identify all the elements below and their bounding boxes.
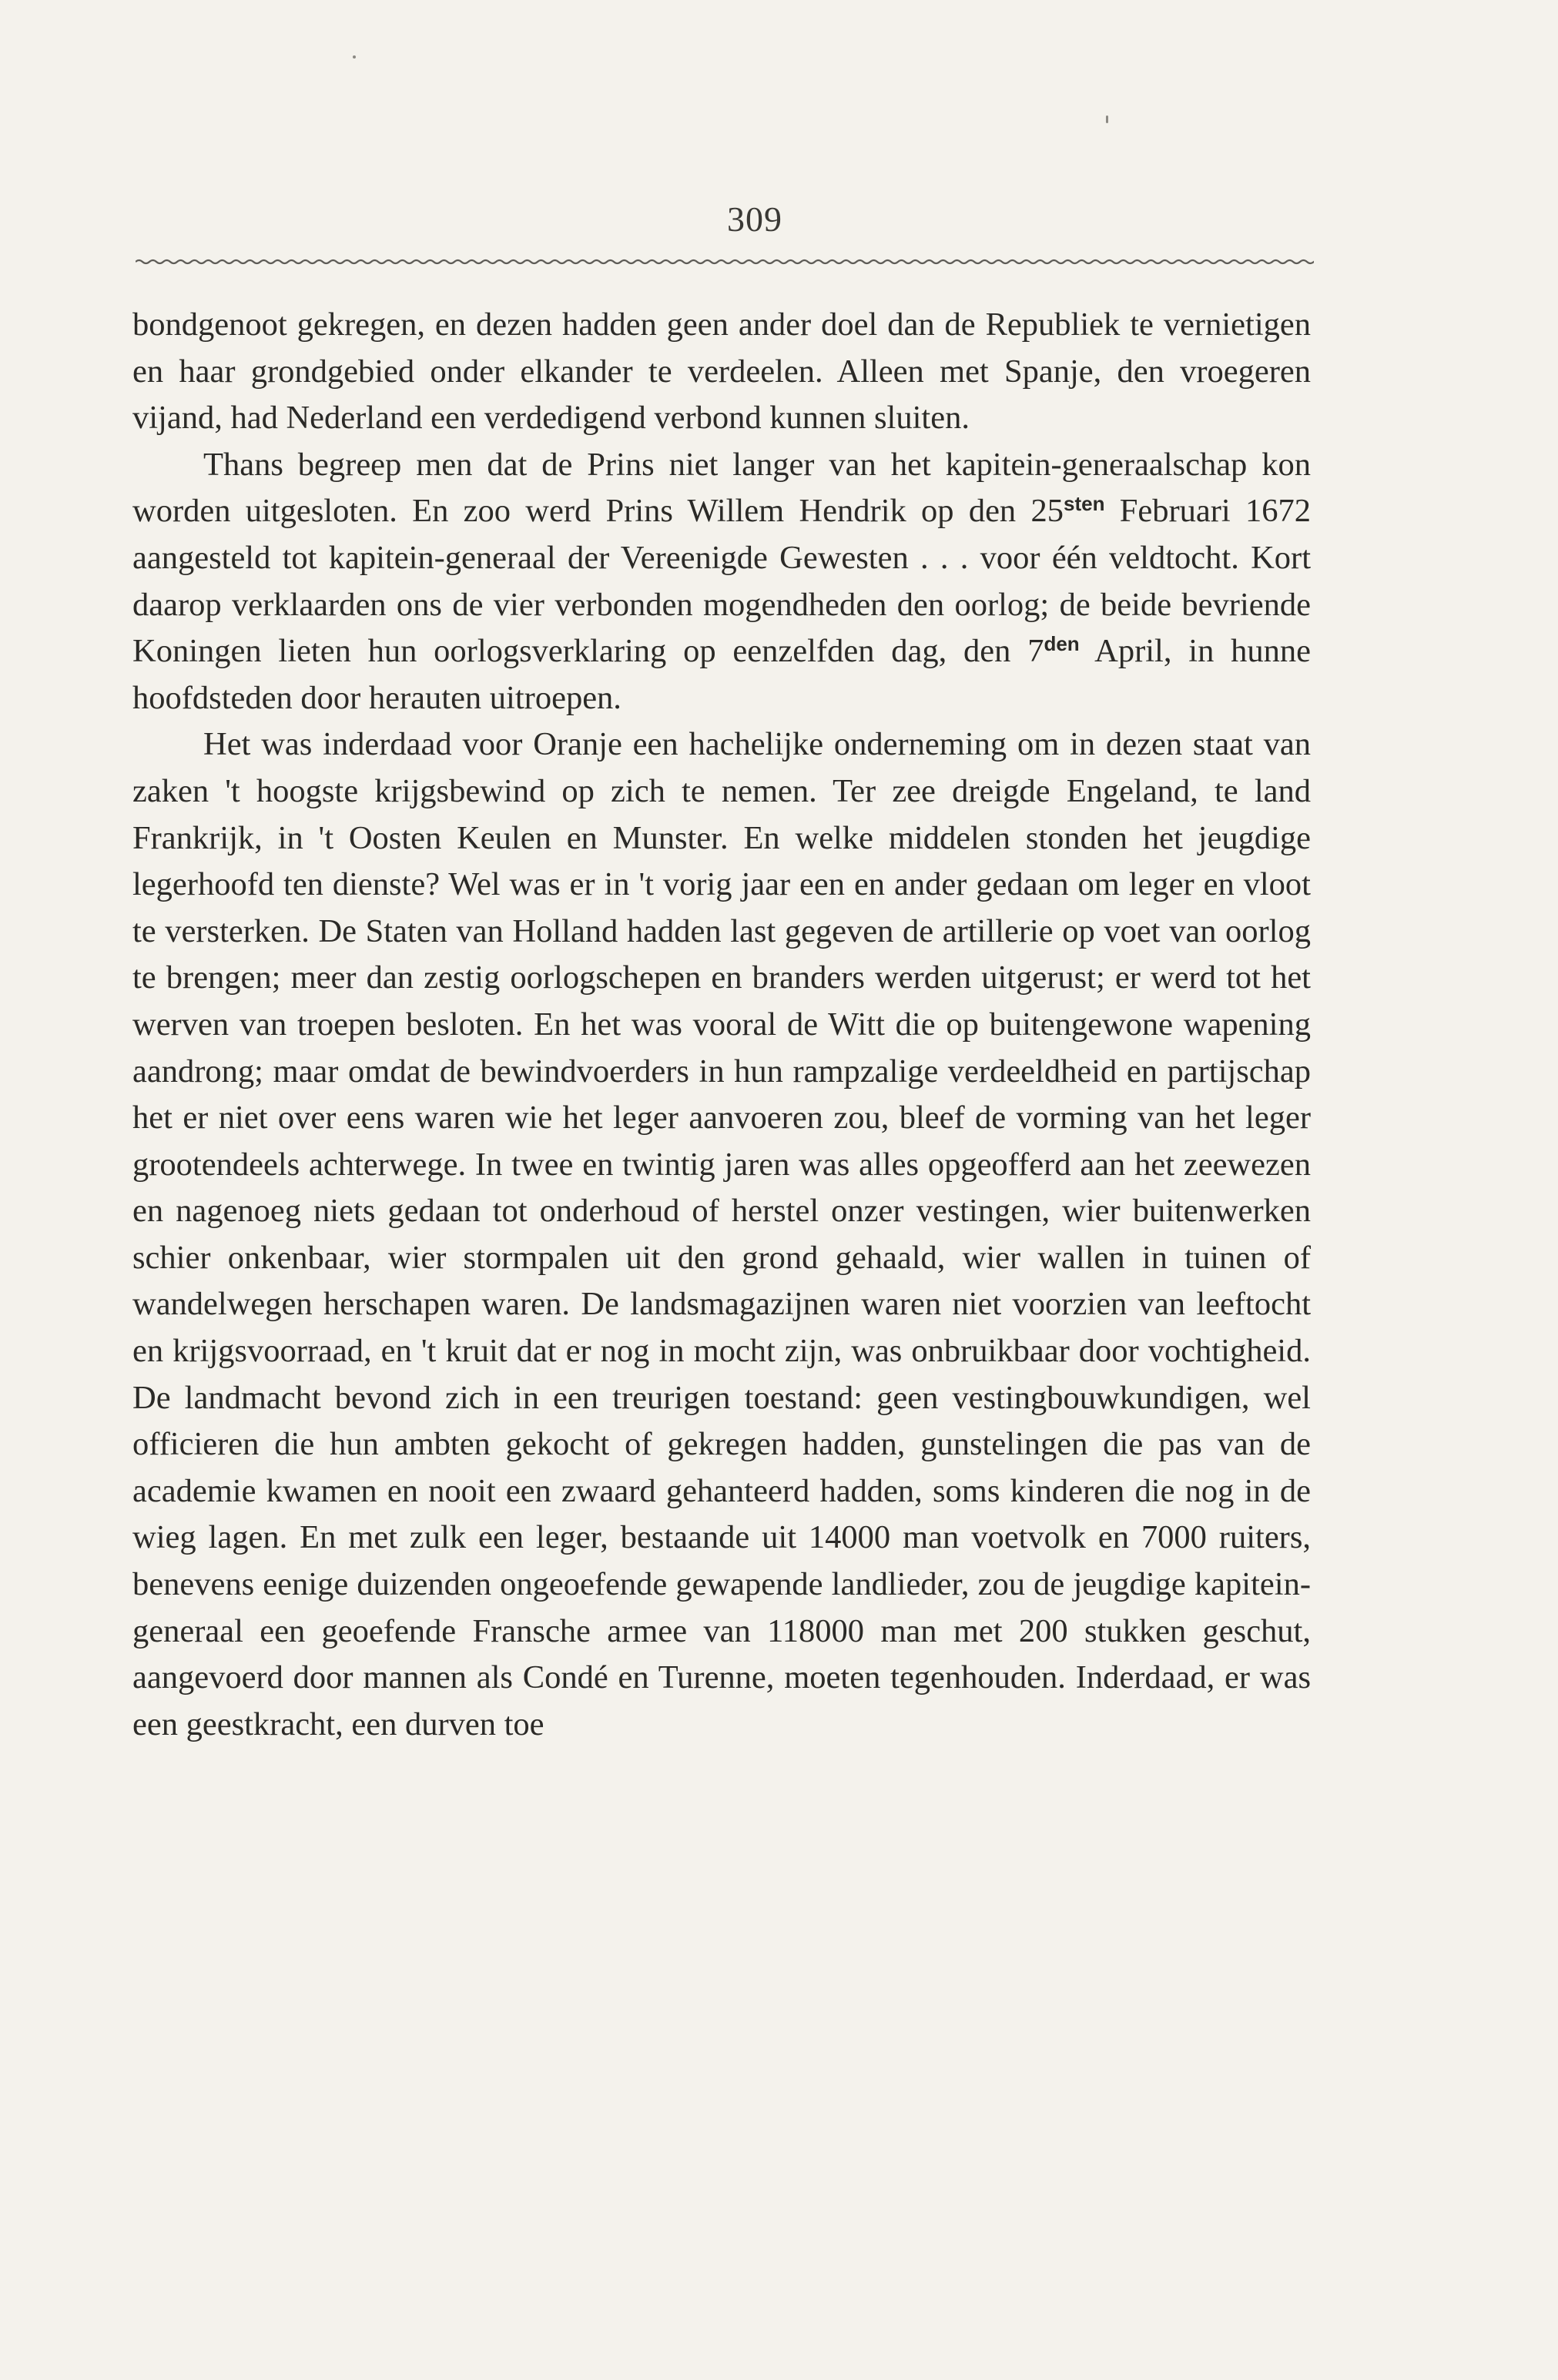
ink-speck [353,55,356,59]
paragraph-2 [132,442,1311,722]
wavy-rule-divider [136,254,1314,269]
paragraph-2-part-1: Thans begreep men dat de Prins niet langer van het kapitein-generaalschap kon worden uitgesloten. En zoo werd Prins Willem Hendrik op den 25 [132,446,1311,530]
paragraph-2-part-3: April, in hunne hoofdsteden door herauten uitroepen. [132,633,1311,716]
ordinal-suffix-sten: sten [1063,492,1105,516]
paragraph-2-part-2: Februari 1672 aangesteld tot kapitein-generaal der Vereenigde Gewesten . . . voor één veldtocht. Kort daarop verklaarden ons de vier verbonden mogendheden den oorlog; de beide bevriende Koningen lieten hun oorlogsverklaring op eenzelfden dag, den 7 [132,493,1312,670]
ordinal-suffix-den: den [1044,632,1080,656]
body-text [132,302,1311,1748]
paragraph-1: bondgenoot gekregen, en dezen hadden geen ander doel dan de Republiek te vernietigen en haar grondgebied onder elkander te verdeelen. Alleen met Spanje, den vroegeren vijand, had Nederland een verdedigend verbond kunnen sluiten. [132,306,1311,437]
page-number: 309 [727,199,782,239]
paragraph-3: Het was inderdaad voor Oranje een hachelijke onderneming om in dezen staat van zaken 't hoogste krijgsbewind op zich te nemen. Ter zee dreigde Engeland, te land Frankrijk, in 't Oosten Keulen en Munster. En welke middelen stonden het jeugdige legerhoofd ten dienste? Wel was er in 't vorig jaar een en ander gedaan om leger en vloot te versterken. De Staten van Holland hadden last gegeven de artillerie op voet van oorlog te brengen; meer dan zestig oorlogschepen en branders werden uitgerust; er werd tot het werven van troepen besloten. En het was vooral de Witt die op buitengewone wapening aandrong; maar omdat de bewindvoerders in hun rampzalige verdeeldheid en partijschap het er niet over eens waren wie het leger aanvoeren zou, bleef de vorming van het leger grootendeels achterwege. In twee en twintig jaren was alles opgeofferd aan het zeewezen en nagenoeg niets gedaan tot onderhoud of herstel onzer vestingen, wier buitenwerken schier onkenbaar, wier stormpalen uit den grond gehaald, wier wallen in tuinen of wandelwegen herschapen waren. De landsmagazijnen waren niet voorzien van leeftocht en krijgsvoorraad, en 't kruit dat er nog in mocht zijn, was onbruikbaar door vochtigheid. De landmacht bevond zich in een treurigen toestand: geen vestingbouwkundigen, wel officieren die hun ambten gekocht of gekregen hadden, gunstelingen die pas van de academie kwamen en nooit een zwaard gehanteerd hadden, soms kinderen die nog in de wieg lagen. En met zulk een leger, bestaande uit 14000 man voetvolk en 7000 ruiters, benevens eenige duizenden ongeoefende gewapende landlieder, zou de jeugdige kapitein-generaal een geoefende Fransche armee van 118000 man met 200 stukken geschut, aangevoerd door mannen als Condé en Turenne, moeten tegenhouden. Inderdaad, er was een geestkracht, een durven toe [132,726,1311,1742]
ink-speck [1106,115,1108,123]
